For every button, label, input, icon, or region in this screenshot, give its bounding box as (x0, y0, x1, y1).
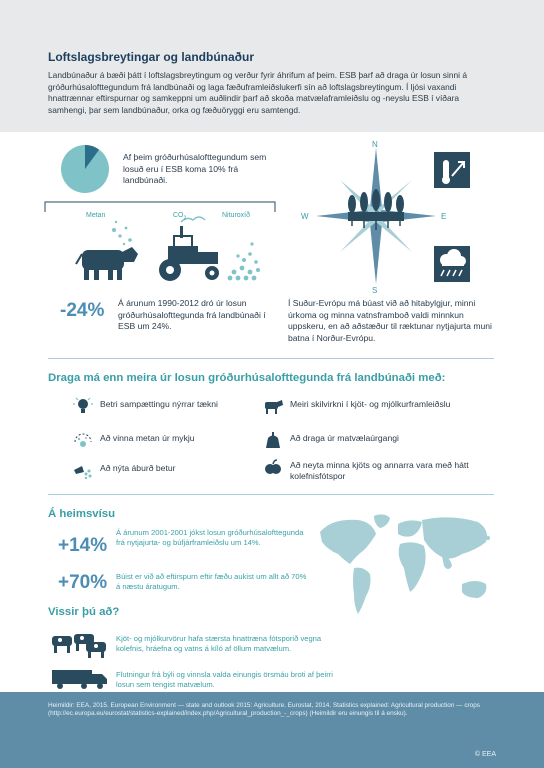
measure-item (72, 460, 272, 480)
page-title: Loftslagsbreytingar og landbúnaður (48, 50, 255, 64)
compass-south: S (372, 286, 378, 295)
measure-label: Að neyta minna kjöts og annarra vara með hátt kolefnisfótspor (290, 460, 469, 481)
map-greenland (374, 514, 390, 528)
cow-icon (76, 247, 138, 280)
measure-item (72, 396, 272, 416)
food-waste-bag-icon (262, 430, 284, 450)
reduction-text: Á árunum 1990-2012 dró úr losun gróðurhúsalofttegunda frá landbúnaði í ESB um 24%. (118, 298, 266, 332)
temperature-rise-icon (434, 152, 470, 188)
world-stat1-value: +14% (58, 535, 108, 556)
header (0, 0, 544, 132)
know-title: Vissir þú að? (48, 606, 120, 618)
map-south-america (353, 568, 371, 614)
divider-1 (48, 358, 494, 359)
measure-label: Betri sampættingu nýrrar tækni (100, 399, 218, 409)
compass-east: E (441, 212, 447, 221)
map-africa (399, 542, 426, 592)
nitrous-granules (228, 242, 260, 280)
measure-label: Að draga úr matvælaúrgangi (290, 433, 399, 443)
methane-capture-icon (72, 430, 94, 450)
label-methane: Metan (86, 212, 106, 219)
measure-item (72, 430, 272, 450)
truck-icon (50, 668, 110, 690)
measure-label: Að nýta áburð betur (100, 463, 176, 473)
measures-title: Draga má enn meira úr losun gróðurhúsalofttegunda frá landbúnaði með: (48, 372, 446, 384)
cow-small-icon (262, 396, 284, 416)
share-pie-chart (60, 144, 110, 194)
footer-copyright: © EEA (474, 751, 496, 758)
label-nitrous: Nituroxíð (222, 212, 251, 219)
compass-north: N (372, 140, 378, 149)
compass-west: W (301, 212, 309, 221)
measure-label: Meiri skilvirkni í kjöt- og mjólkurframleiðslu (290, 399, 451, 409)
label-co2-sub: 2 (183, 215, 187, 222)
label-co2 (173, 212, 186, 221)
tractor-icon (159, 226, 219, 281)
fertilizer-icon (72, 460, 94, 480)
apple-icon (262, 457, 284, 477)
world-stat2-text: Búist er við að eftirspurn eftir fæðu aukist um allt að 70% á næstu áratugum. (116, 572, 307, 591)
cows-icon (50, 630, 110, 660)
compass-illustration (296, 138, 476, 298)
divider-2 (48, 494, 494, 495)
know-fact1: Kjöt- og mjólkurvörur hafa stærsta hnattræna fótsporið vegna kolefnis, hráefna og vatns á kíló af öllum matvælum. (116, 634, 322, 653)
map-japan (486, 536, 490, 540)
reduction-value: -24% (60, 300, 105, 321)
world-title: Á heimsvísu (48, 508, 116, 520)
measure-item (262, 396, 462, 416)
know-fact2: Flutningur frá býli og vinnsla valda einungis örsmáu broti af þeirri losun sem tengist matvælum. (116, 670, 333, 689)
map-australia (462, 581, 486, 598)
lightbulb-icon (72, 396, 94, 416)
compass-text: Í Suður-Evrópu má búast við að hitabylgjur, minni úrkoma og minna vatnsframboð valdi minnkun uppskeru, en að aðstæður til ræktunar nytjajurta muni batna í Norður-Evrópu. (288, 298, 492, 343)
methane-bubbles (112, 221, 132, 245)
map-europe (398, 520, 422, 536)
share-text: Af þeim gróðurhúsalofttegundum sem losuð eru í ESB koma 10% frá landbúnaði. (123, 152, 267, 186)
map-asia (422, 517, 487, 558)
measure-item (262, 430, 462, 450)
rain-cloud-icon (434, 246, 470, 282)
intro-text: Landbúnaður á bæði þátt í loftslagsbreytingum og verður fyrir áhrifum af þeim. ESB þarf að draga úr losun sinni á gróðurhúsalofttegundum frá landbúnaði og laga fæðuframleiðslukerfi sín að loftslagsbreytingum. Í ljósi vaxandi hnattrænnar eftirspurnar og samkeppni um auðlindir þarf að skoða matvælaframleiðslu og -neyslu ESB í víðara samhengi, þar sem landbúnaður, orka og fæðuöryggi eru samtengd. (48, 70, 467, 115)
map-north-america (320, 520, 376, 564)
measure-item (262, 457, 482, 482)
world-map (310, 510, 500, 620)
world-stat2-value: +70% (58, 572, 108, 593)
world-stat1-text: Á árunum 2001-2001 jókst losun gróðurhúsalofttegunda frá nytjajurta- og búfjárframleiðslu um 14%. (116, 528, 304, 547)
footer (0, 692, 544, 768)
bracket (45, 202, 275, 212)
footer-sources: Heimildir: EEA, 2015. European Environment — state and outlook 2015: Agriculture. Eurostat, 2014. Statistics explained: Agricultural production — crops (http://ec.europa.eu/eurostat/statistics-explained/index.php/Agricultural_production_-_crops) (Heimildir eru einungis til á ensku). (48, 702, 480, 718)
measure-label: Að vinna metan úr mykju (100, 433, 195, 443)
label-co2-main: CO (173, 212, 184, 219)
